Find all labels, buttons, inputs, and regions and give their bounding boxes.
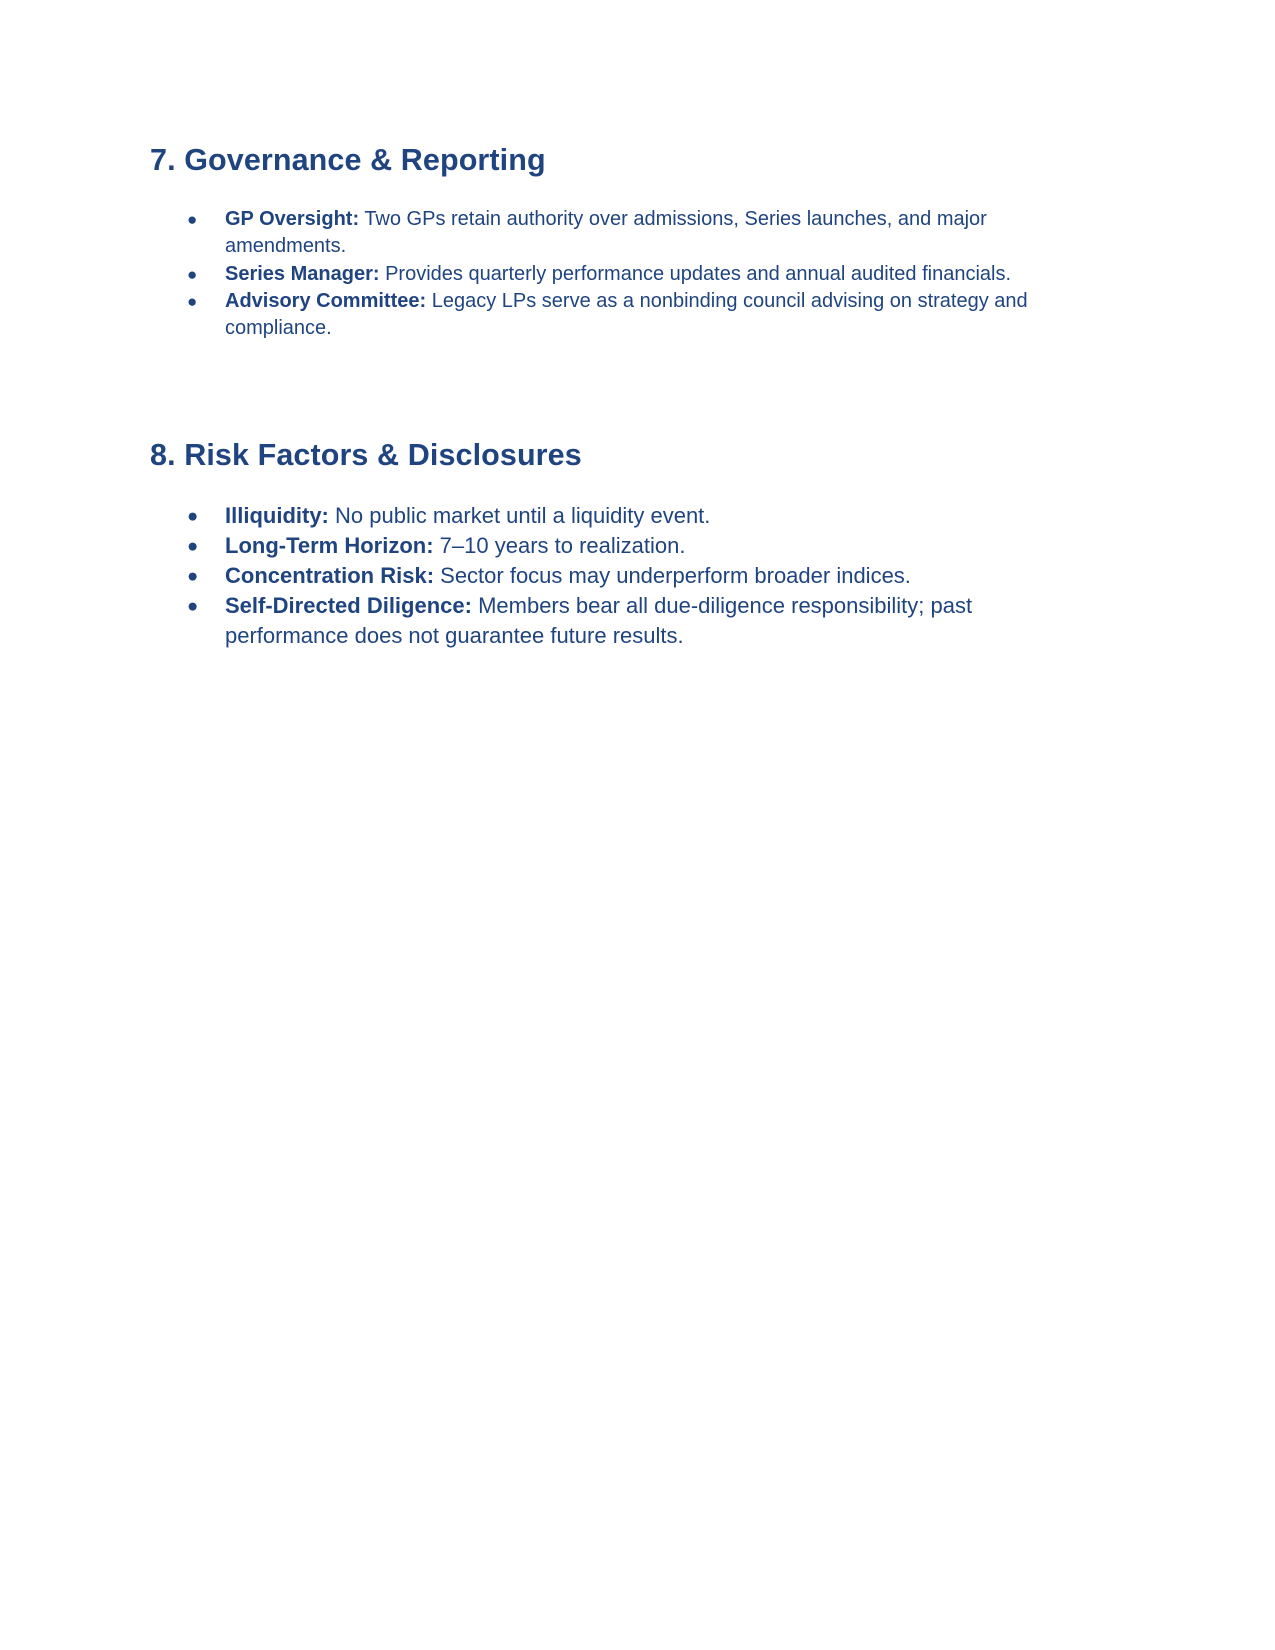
bullet-text: 7–10 years to realization. bbox=[433, 533, 686, 558]
bullet-term: Series Manager: bbox=[225, 262, 380, 285]
section-risk-factors-disclosures bbox=[150, 436, 1090, 651]
bullet-text: Provides quarterly performance updates and annual audited financials. bbox=[379, 262, 1012, 285]
list-item bbox=[150, 501, 1090, 531]
bullet-term: Concentration Risk: bbox=[225, 563, 435, 588]
section-heading: 8. Risk Factors & Disclosures bbox=[150, 438, 582, 472]
bullet-text: No public market until a liquidity event. bbox=[328, 503, 711, 528]
bullet-icon: ● bbox=[187, 565, 199, 586]
section-heading: 7. Governance & Reporting bbox=[150, 143, 546, 177]
list-item bbox=[150, 591, 1090, 651]
bullet-text: Sector focus may underperform broader indices. bbox=[434, 563, 911, 588]
bullet-icon: ● bbox=[187, 264, 198, 284]
list-item bbox=[150, 561, 1090, 591]
bullet-text: Two GPs retain authority over admissions, Series launches, and major amendments. bbox=[225, 208, 987, 258]
bullet-icon: ● bbox=[187, 210, 198, 229]
bullet-icon: ● bbox=[187, 505, 199, 526]
bullet-term: Long‑Term Horizon: bbox=[225, 533, 434, 558]
bullet-icon: ● bbox=[187, 535, 199, 556]
bullet-term: GP Oversight: bbox=[225, 208, 360, 230]
bullet-term: Self‑Directed Diligence: bbox=[225, 593, 472, 618]
bullet-icon: ● bbox=[187, 595, 199, 616]
list-item bbox=[150, 288, 1090, 343]
bullet-text: Legacy LPs serve as a nonbinding council advising on strategy and compliance. bbox=[225, 289, 1028, 340]
bullet-icon: ● bbox=[187, 291, 198, 311]
bullet-term: Illiquidity: bbox=[225, 503, 329, 528]
list-item bbox=[150, 206, 1090, 261]
list-item bbox=[150, 531, 1090, 561]
bullet-text: Members bear all due-diligence responsibility; past performance does not guarantee future results. bbox=[225, 593, 973, 648]
bullet-term: Advisory Committee: bbox=[225, 289, 427, 312]
list-item bbox=[150, 261, 1090, 288]
bullet-list bbox=[150, 501, 1090, 651]
bullet-list bbox=[150, 206, 1090, 342]
section-governance-reporting bbox=[150, 141, 1090, 342]
